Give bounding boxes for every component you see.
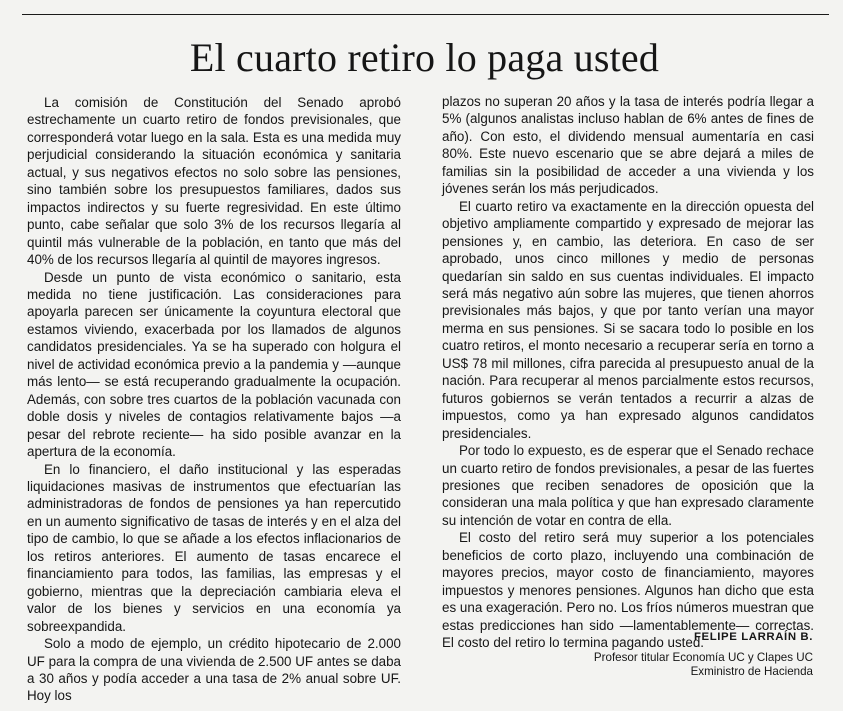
paragraph: En lo financiero, el daño institucional y las esperadas liquidaciones masivas de instrumentos que efectuarían las administradoras de fondos de pensiones ya han repercutido en un aumento significativo de tasas de interés y en el alza del tipo de cambio, lo que se añade a los efectos inflacionarios de los retiros anteriores. El aumento de tasas encarece el financiamiento para todos, las familias, las empresas y el gobierno, mientras que la depreciación cambiaria eleva el valor de los bienes y servicios en una economía ya sobreexpandida. [27,461,401,634]
paragraph: El costo del retiro será muy superior a los potenciales beneficios de corto plazo, incluyendo una combinación de mayores precios, mayor costo de financiamiento, mayores impuestos y menores pensiones. Algunos han dicho que esta es una exageración. Pero no. Los fríos números muestran que estas predicciones han sido —lamentablemente— correctas. El costo del retiro lo termina pagando usted. [442,530,814,651]
paragraph: Solo a modo de ejemplo, un crédito hipotecario de 2.000 UF para la compra de una vivienda de 2.500 UF antes se daba a 30 años y podía acceder a una tasa de 2% anual sobre UF. Hoy los [27,636,401,704]
paragraph: Desde un punto de vista económico o sanitario, esta medida no tiene justificación. Las consideraciones para apoyarla parecen ser únicamente la coyuntura electoral que estamos viviendo, exacerbada por los llamados de algunos candidatos presidenciales. Ya se ha superado con holgura el nivel de actividad económica previo a la pandemia y —aunque más lento— se está recuperando gradualmente la ocupación. Además, con sobre tres cuartos de la población vacunada con doble dosis y niveles de contagios relativamente bajos —a pesar del rebrote reciente— ha sido posible avanzar en la apertura de la economía. [27,269,401,460]
paragraph: plazos no superan 20 años y la tasa de interés podría llegar a 5% (algunos analistas incluso hablan de 6% antes de fines de año). Con esto, el dividendo mensual aumentaría en casi 80%. Este nuevo escenario que se abre dejará a miles de familias sin la posibilidad de acceder a una vivienda y los jóvenes serán los más perjudicados. [442,94,814,197]
paragraph: Por todo lo expuesto, es de esperar que el Senado rechace un cuarto retiro de fondos previsionales, a pesar de las fuertes presiones que reciben senadores de oposición que la consideran una mala política y que han expresado claramente su intención de votar en contra de ella. [442,443,814,528]
headline: El cuarto retiro lo paga usted [189,35,660,80]
paragraph: El cuarto retiro va exactamente en la dirección opuesta del objetivo ampliamente compartido y expresado de mejorar las pensiones y, en cambio, las deteriora. En caso de ser aprobado, unos cinco millones y medio de personas quedarían sin saldo en sus cuentas individuales. El impacto será más negativo aún sobre las mujeres, que tienen ahorros previsionales más bajos, y que por tanto verían una mayor merma en sus pensiones. Si se sacara todo lo posible en los cuatro retiros, el monto necesario a recuperar sería en torno a US$ 78 mil millones, cifra parecida al presupuesto anual de la nación. Para recuperar al menos parcialmente estos recursos, futuros gobiernos se verán tentados a recurrir a alzas de impuestos, como ya han expresado algunos candidatos presidenciales. [442,198,814,441]
top-rule [22,14,829,15]
paragraph: La comisión de Constitución del Senado aprobó estrechamente un cuarto retiro de fondos previsionales, que corresponderá votar luego en la sala. Esta es una medida muy perjudicial considerando la situación económica y sanitaria actual, y sus negativos efectos no solo sobre las pensiones, sino también sobre los presupuestos familiares, dados sus impactos indirectos y su fuerte regresividad. En este último punto, cabe señalar que solo 3% de los recursos llegaría al quintil más vulnerable de la población, en tanto que más del 40% de los recursos llegaría al quintil de mayores ingresos. [27,95,401,268]
byline [594,630,813,680]
article-column-right [442,93,814,652]
article-column-left [27,94,401,705]
author-title: Exministro de Hacienda [690,665,813,678]
author-title: Profesor titular Economía UC y Clapes UC [593,650,813,664]
author-name: FELIPE LARRAÍN B. [693,631,813,643]
